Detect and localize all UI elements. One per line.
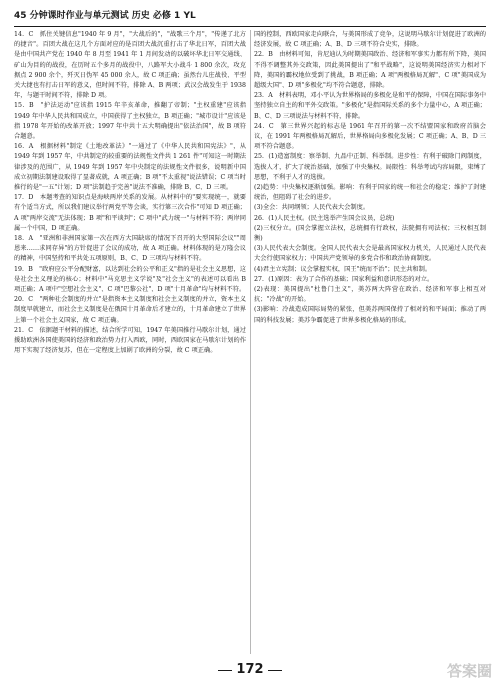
answer-item: (2)三权分立。(国会掌握立法权，总统拥有行政权，法院拥有司法权；三权相互制衡)	[254, 224, 486, 243]
answer-columns	[14, 30, 486, 654]
page-header	[14, 6, 486, 27]
left-column	[14, 30, 246, 654]
page-footer	[0, 658, 500, 684]
answer-item: 26．(1)人民主权。(民主选举产生国会议员，总统)	[254, 214, 395, 222]
answer-item: 24．C 第三世界兴起的标志是 1961 年召开的第一次不结盟国家和政府首脑会议，在 1991 年两极格局瓦解后，世界格局向多极化发展；C 项正确；A、B、D 三项不符合题意。	[254, 122, 486, 151]
answer-item: (2)表现：美国提出"杜鲁门主义"，美苏两大阵营在政治、经济和军事上相互对抗；"冷战"的开始。	[254, 286, 486, 304]
answer-item: 19．B "政府应公平分配财富，以达到社会的公平和正义"指的是社会主义思想，这是社会主义理论的核心；材料中"马克思主义学说"及"社会主义"的表述可以看出 B 项正确；A 项中"空想社会主义"、C 项"巴黎公社"、D 项"十月革命"均与材料不符。	[14, 265, 246, 294]
answer-item: (3)影响：冷战造成国际局势的紧张，但美苏两国保持了相对的和平局面；推动了两国的科技发展；美苏争霸促进了世界多极化格局的形成。	[254, 306, 486, 324]
answer-item: 27．(1)原因：表为了合作的基础；国家利益和意识形态的对立。	[254, 275, 434, 283]
answer-item: 国的控制，西欧国家走向联合，与美国形成了竞争，这说明马歇尔计划促进了欧洲的经济发展，故 C 项正确；A、B、D 三项不符合史实，排除。	[254, 31, 486, 49]
answer-item: 14．C 抓住关键信息"1940 年 9 月"，"大战后的"，"战歌三个月"，"传递了北方的捷音"。百团大战在这几个方面对应的是百团大战沉重打击了华北日军，百团大战是由中国共产党在 1940 年 8 月至 1941 年 1 月间发动的以破坏华北日军交通线、矿山为目的的战役，在历时五个多月的战役中，八路军大小战斗 1 800 余次，攻克据点 2 900 余个，歼灭日伪军 45 000 余人，故 C 项正确；虽然台儿庄战役、平型关大捷也有打击日军的意义，但时间不符，排除 A、B 两项；武汉会战发生于 1938 年，与题干时间不符，排除 D 项。	[14, 31, 246, 100]
answer-item: (4)君主立宪制；议会掌握实权，国王"统而不治"；民主共和制。	[254, 265, 432, 273]
right-column	[254, 30, 486, 654]
header-title: 45 分钟课时作业与单元测试 历史 必修 1 YL	[14, 11, 196, 21]
page-number: 172	[212, 660, 288, 680]
answer-item: (3)人民代表大会制度。全国人民代表大会是最高国家权力机关，人民通过人民代表大会行使国家权力；中国共产党领导的多党合作和政治协商制度。	[254, 245, 486, 263]
answer-item: 22．B 由材料可知，肯尼迪认为时期美国政治、经济和军事实力都有所下降，美国不得不调整其外交政策，因此美国提出了"和平战略"，这说明美国经济实力相对下降，美国的霸权地位受到了挑战，B 项正确；A 项"两极格局瓦解"、C 项"美国成为超级大国"、D 项"多极化"均不符合题意，排除。	[254, 51, 486, 90]
answer-item: 20．C "两种社会制度的并立"是指资本主义制度和社会主义制度的并立，资本主义制度早就建立，而社会主义制度是在俄国十月革命后才建立的，十月革命建立了世界上第一个社会主义国家，故 C 项正确。	[14, 296, 246, 324]
answer-item: 16．A 根据材料"制定《土地改革法》"一通过了《中华人民共和国宪法》"，从 1949 年到 1957 年，中共制定的较重要的法规性文件共 1 261 件"可知这一时期法律涉及的范围广，从 1949 年到 1957 年中央制定的法规性文件很多，说明新中国成立初期法制建设取得了显著成就，A 项正确；B 项"不太重视"说法错误；C 项当时推行的是"一五"计划；D 项"法制趋于完善"说法不准确，排除 B、C、D 三项。	[14, 143, 246, 192]
answer-item: 23．A 材料表明，邓小平认为世界格局的多极化是和平的保障，中国在国际事务中坚持独立自主的和平外交政策。"多极化"是指国际关系的多个力量中心，A 项正确；B、C、D 三项说法与材料不符，排除。	[254, 92, 486, 120]
answer-item: 15．B "护法运动"应该指 1915 年辛亥革命，推翻了帝制；"主权重建"应该指 1949 年中华人民共和国成立，中国获得了主权独立，B 项正确；"城市设计"应该是指 1978 年开始的改革开放；1997 年中共十五大明确提出"依法治国"，故 B 项符合题意。	[14, 102, 246, 141]
watermark-logo: 答案圈	[446, 662, 492, 680]
answer-item: 17．D 本题考查的知识点是海峡两岸关系的发展。从材料中的"要实现统一，就要有个适当方式，所以我们建议举行两党平等会谈，实行第三次合作"可知 D 项正确；A 项"两岸交流"无法体现；B 项"和平谈判"；C 项中"武力统一"与材料不符；两岸同属一个中国，D 项正确。	[14, 194, 246, 232]
answer-item: 18．A "亚洲和非洲国家第一次在西方大国缺席的情况下召开的大型国际会议""周恩来……求同存异"的方针促进了会议的成功，故 A 项正确。材料体现的是万隆会议的精神，中国坚持和平共处五项原则，B、C、D 三项均与材料不符。	[14, 235, 246, 263]
answer-item: (2)趋势：中央集权逐渐加强。影响：有利于国家的统一和社会的稳定；维护了封建统治，但阻碍了社会的进步。	[254, 184, 486, 202]
answer-item: (3)全会：共同纲领；人民代表大会制度。	[254, 204, 370, 212]
answer-item: 21．C 依据题干材料的描述，结合所学可知，1947 年美国推行马歇尔计划，通过援助欧洲各国使美国的经济和政治势力打入西欧，同时，西欧国家在马歇尔计划的作用下实现了经济复苏，但在一定程度上加剧了欧洲的分裂，故 C 项正确。	[14, 326, 246, 355]
answer-item: 25．(1)造富制度：察举制、九品中正制、科举制。进步性：有利于破除门阀制度，选拔人才，扩大了统治基础，加强了中央集权。局限性：科举考试内容局限，束缚了思想，不利于人才的选拔。	[254, 153, 486, 181]
